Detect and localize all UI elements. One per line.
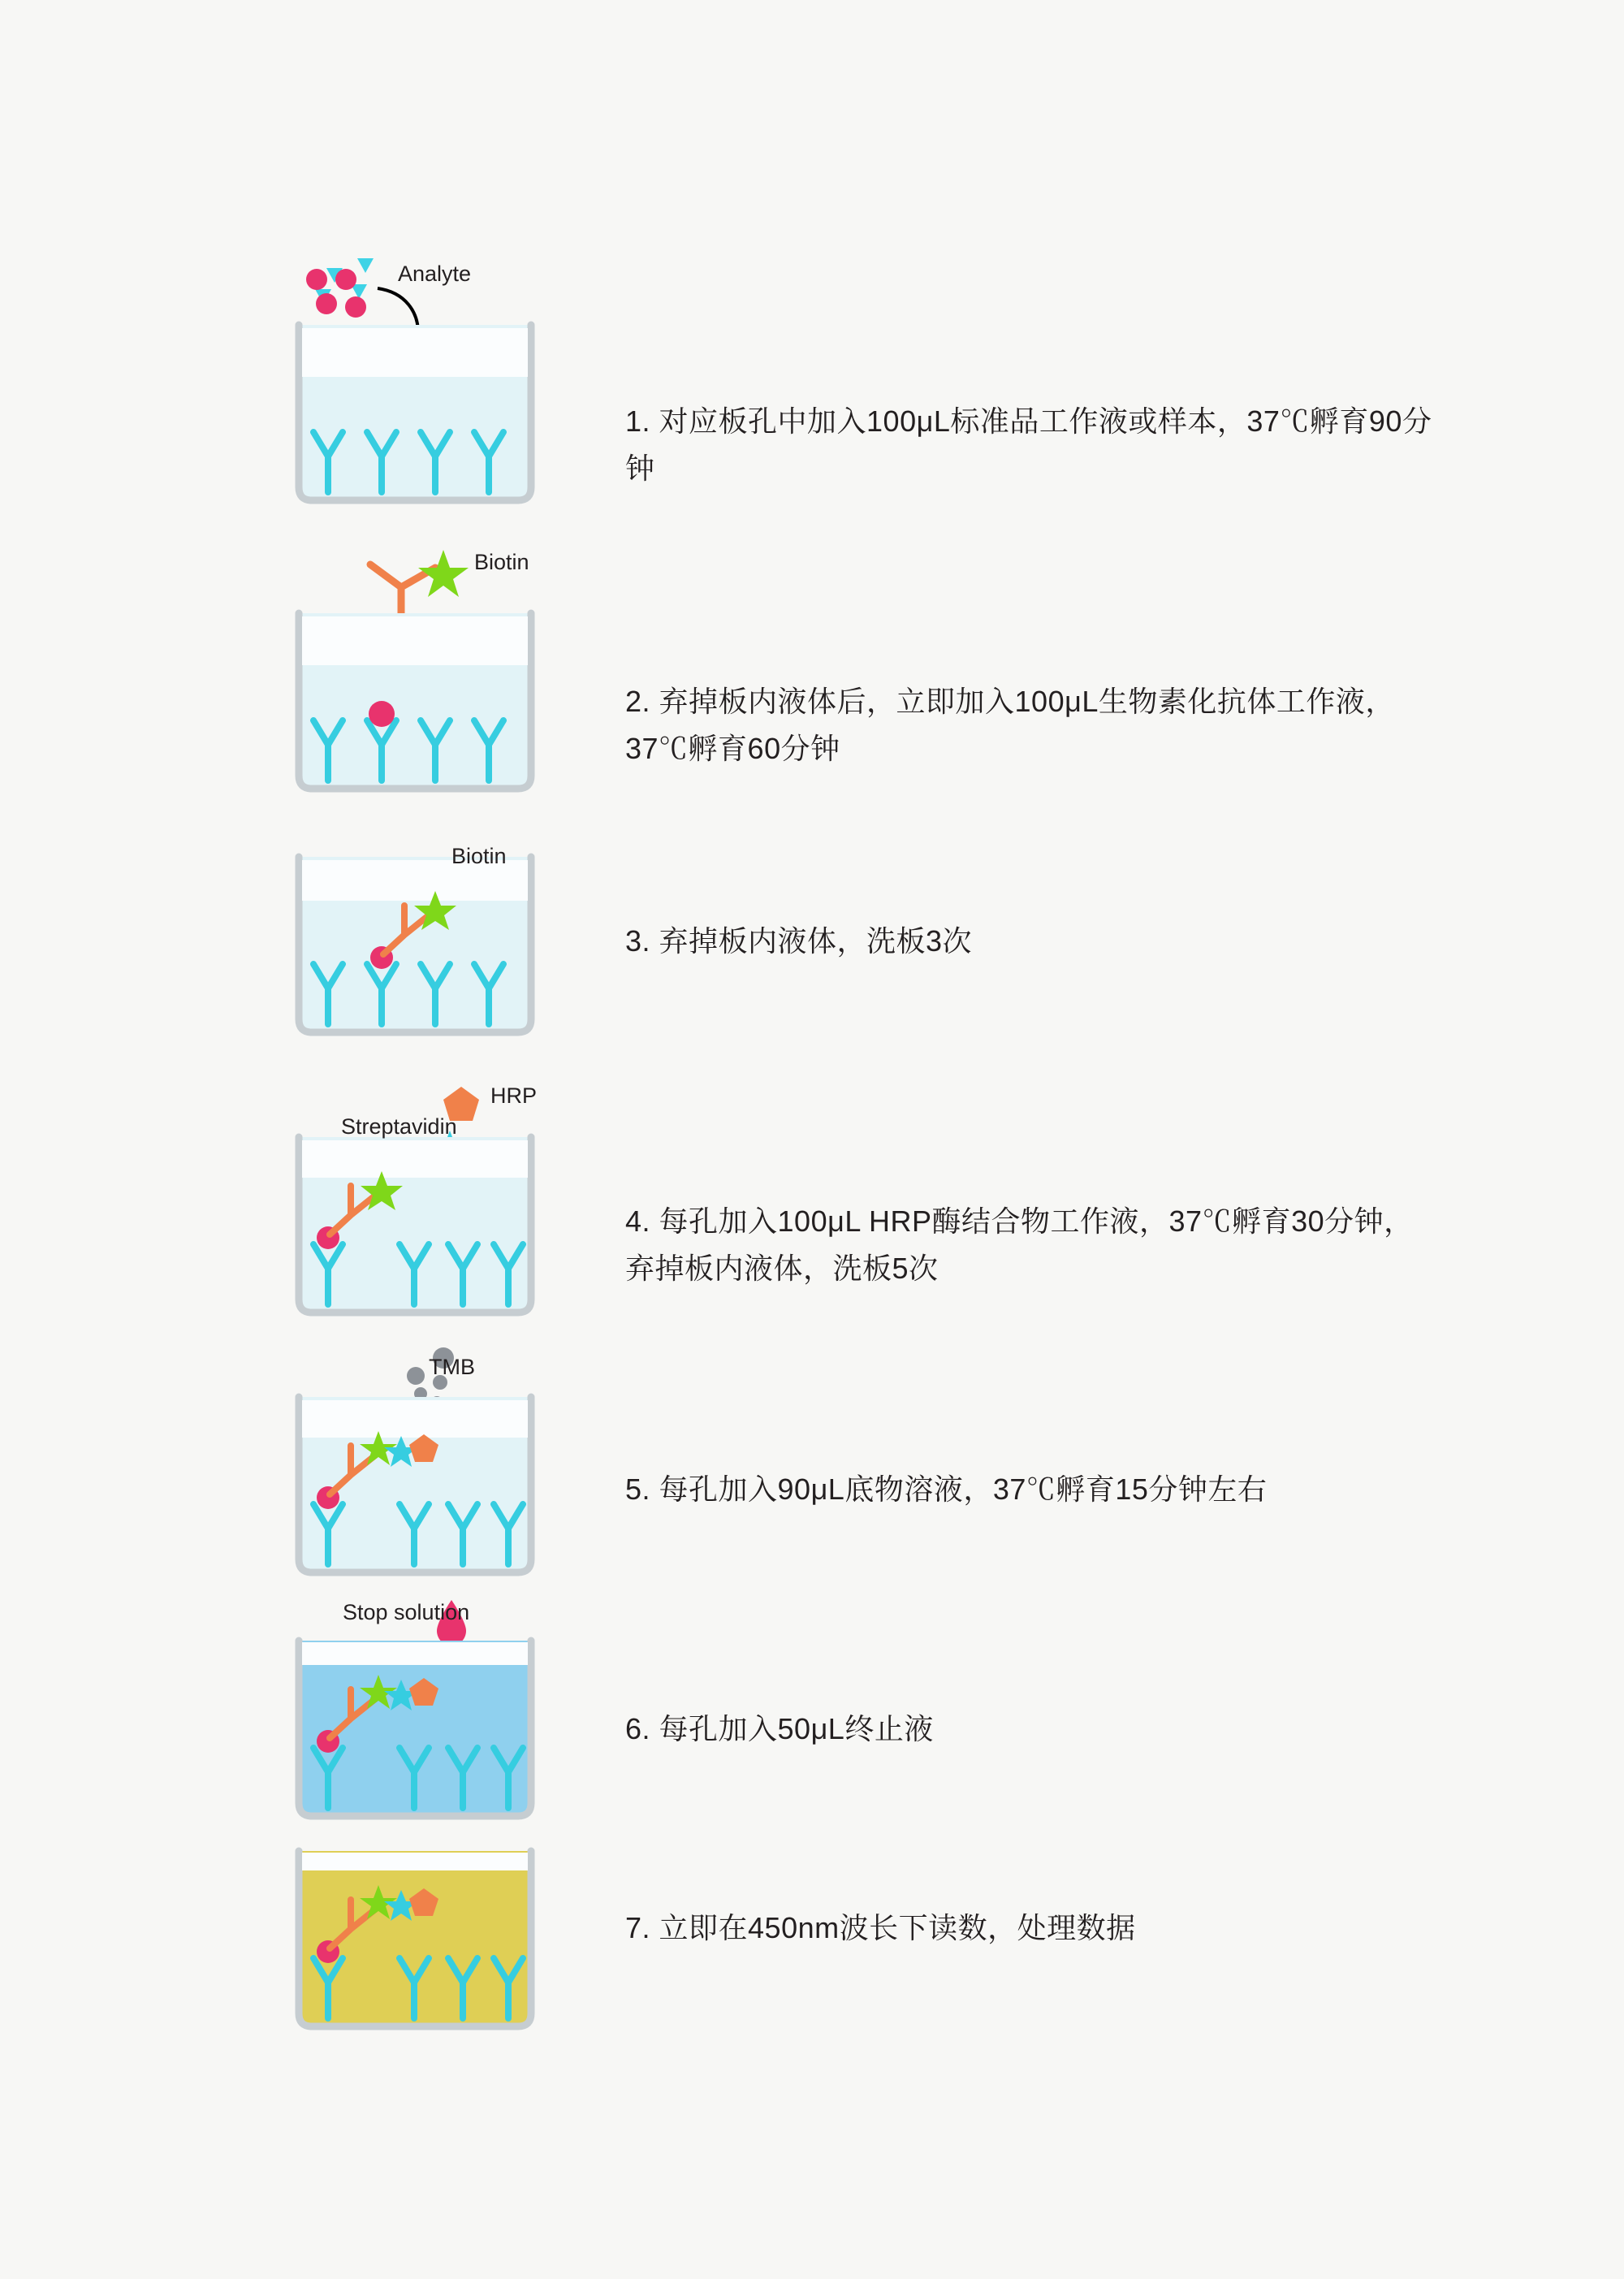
step-5-svg xyxy=(292,1340,617,1616)
step-1-svg xyxy=(292,244,585,552)
analyte-bound-icon xyxy=(369,701,395,727)
stop-solution-label: Stop solution xyxy=(343,1600,470,1624)
step-3-illustration xyxy=(292,841,552,1068)
step-7-illustration xyxy=(292,1840,552,2083)
step-5-caption: 5. 每孔加入90μL底物溶液，37℃孵育15分钟左右 xyxy=(625,1472,1268,1506)
biotinylated-antibody-icon xyxy=(370,550,469,621)
step-6-caption: 6. 每孔加入50μL终止液 xyxy=(625,1712,934,1745)
biotin-label: Biotin xyxy=(474,550,529,574)
step-7-caption: 7. 立即在450nm波长下读数，处理数据 xyxy=(625,1911,1136,1944)
step-6-illustration xyxy=(292,1592,552,1868)
step-3-caption: 3. 弃掉板内液体，洗板3次 xyxy=(625,924,973,958)
microplate-well xyxy=(299,325,531,500)
step-3-svg xyxy=(292,841,585,1068)
step-1-caption: 1. 对应板孔中加入100μL标准品工作液或样本，37℃孵育90分钟 xyxy=(625,404,1432,486)
step-6-svg xyxy=(292,1592,617,1868)
step-2-illustration xyxy=(292,532,552,841)
hrp-label: HRP xyxy=(490,1083,538,1108)
analyte-label: Analyte xyxy=(398,262,472,286)
step-4-caption: 4. 每孔加入100μL HRP酶结合物工作液，37℃孵育30分钟，弃掉板内液体，洗板5次 xyxy=(625,1204,1414,1286)
biotin-label-2: Biotin xyxy=(451,844,507,868)
step-2-svg xyxy=(292,532,585,841)
step-1-illustration xyxy=(292,244,552,552)
analyte-cluster-icon xyxy=(306,258,374,318)
step-5-illustration xyxy=(292,1340,552,1616)
step-2-caption: 2. 弃掉板内液体后，立即加入100μL生物素化抗体工作液，37℃孵育60分钟 xyxy=(625,685,1395,766)
step-7-svg xyxy=(292,1840,617,2083)
tmb-label: TMB xyxy=(429,1355,475,1379)
microplate-well xyxy=(299,857,531,1032)
streptavidin-label: Streptavidin xyxy=(341,1114,457,1139)
microplate-well xyxy=(299,613,531,789)
